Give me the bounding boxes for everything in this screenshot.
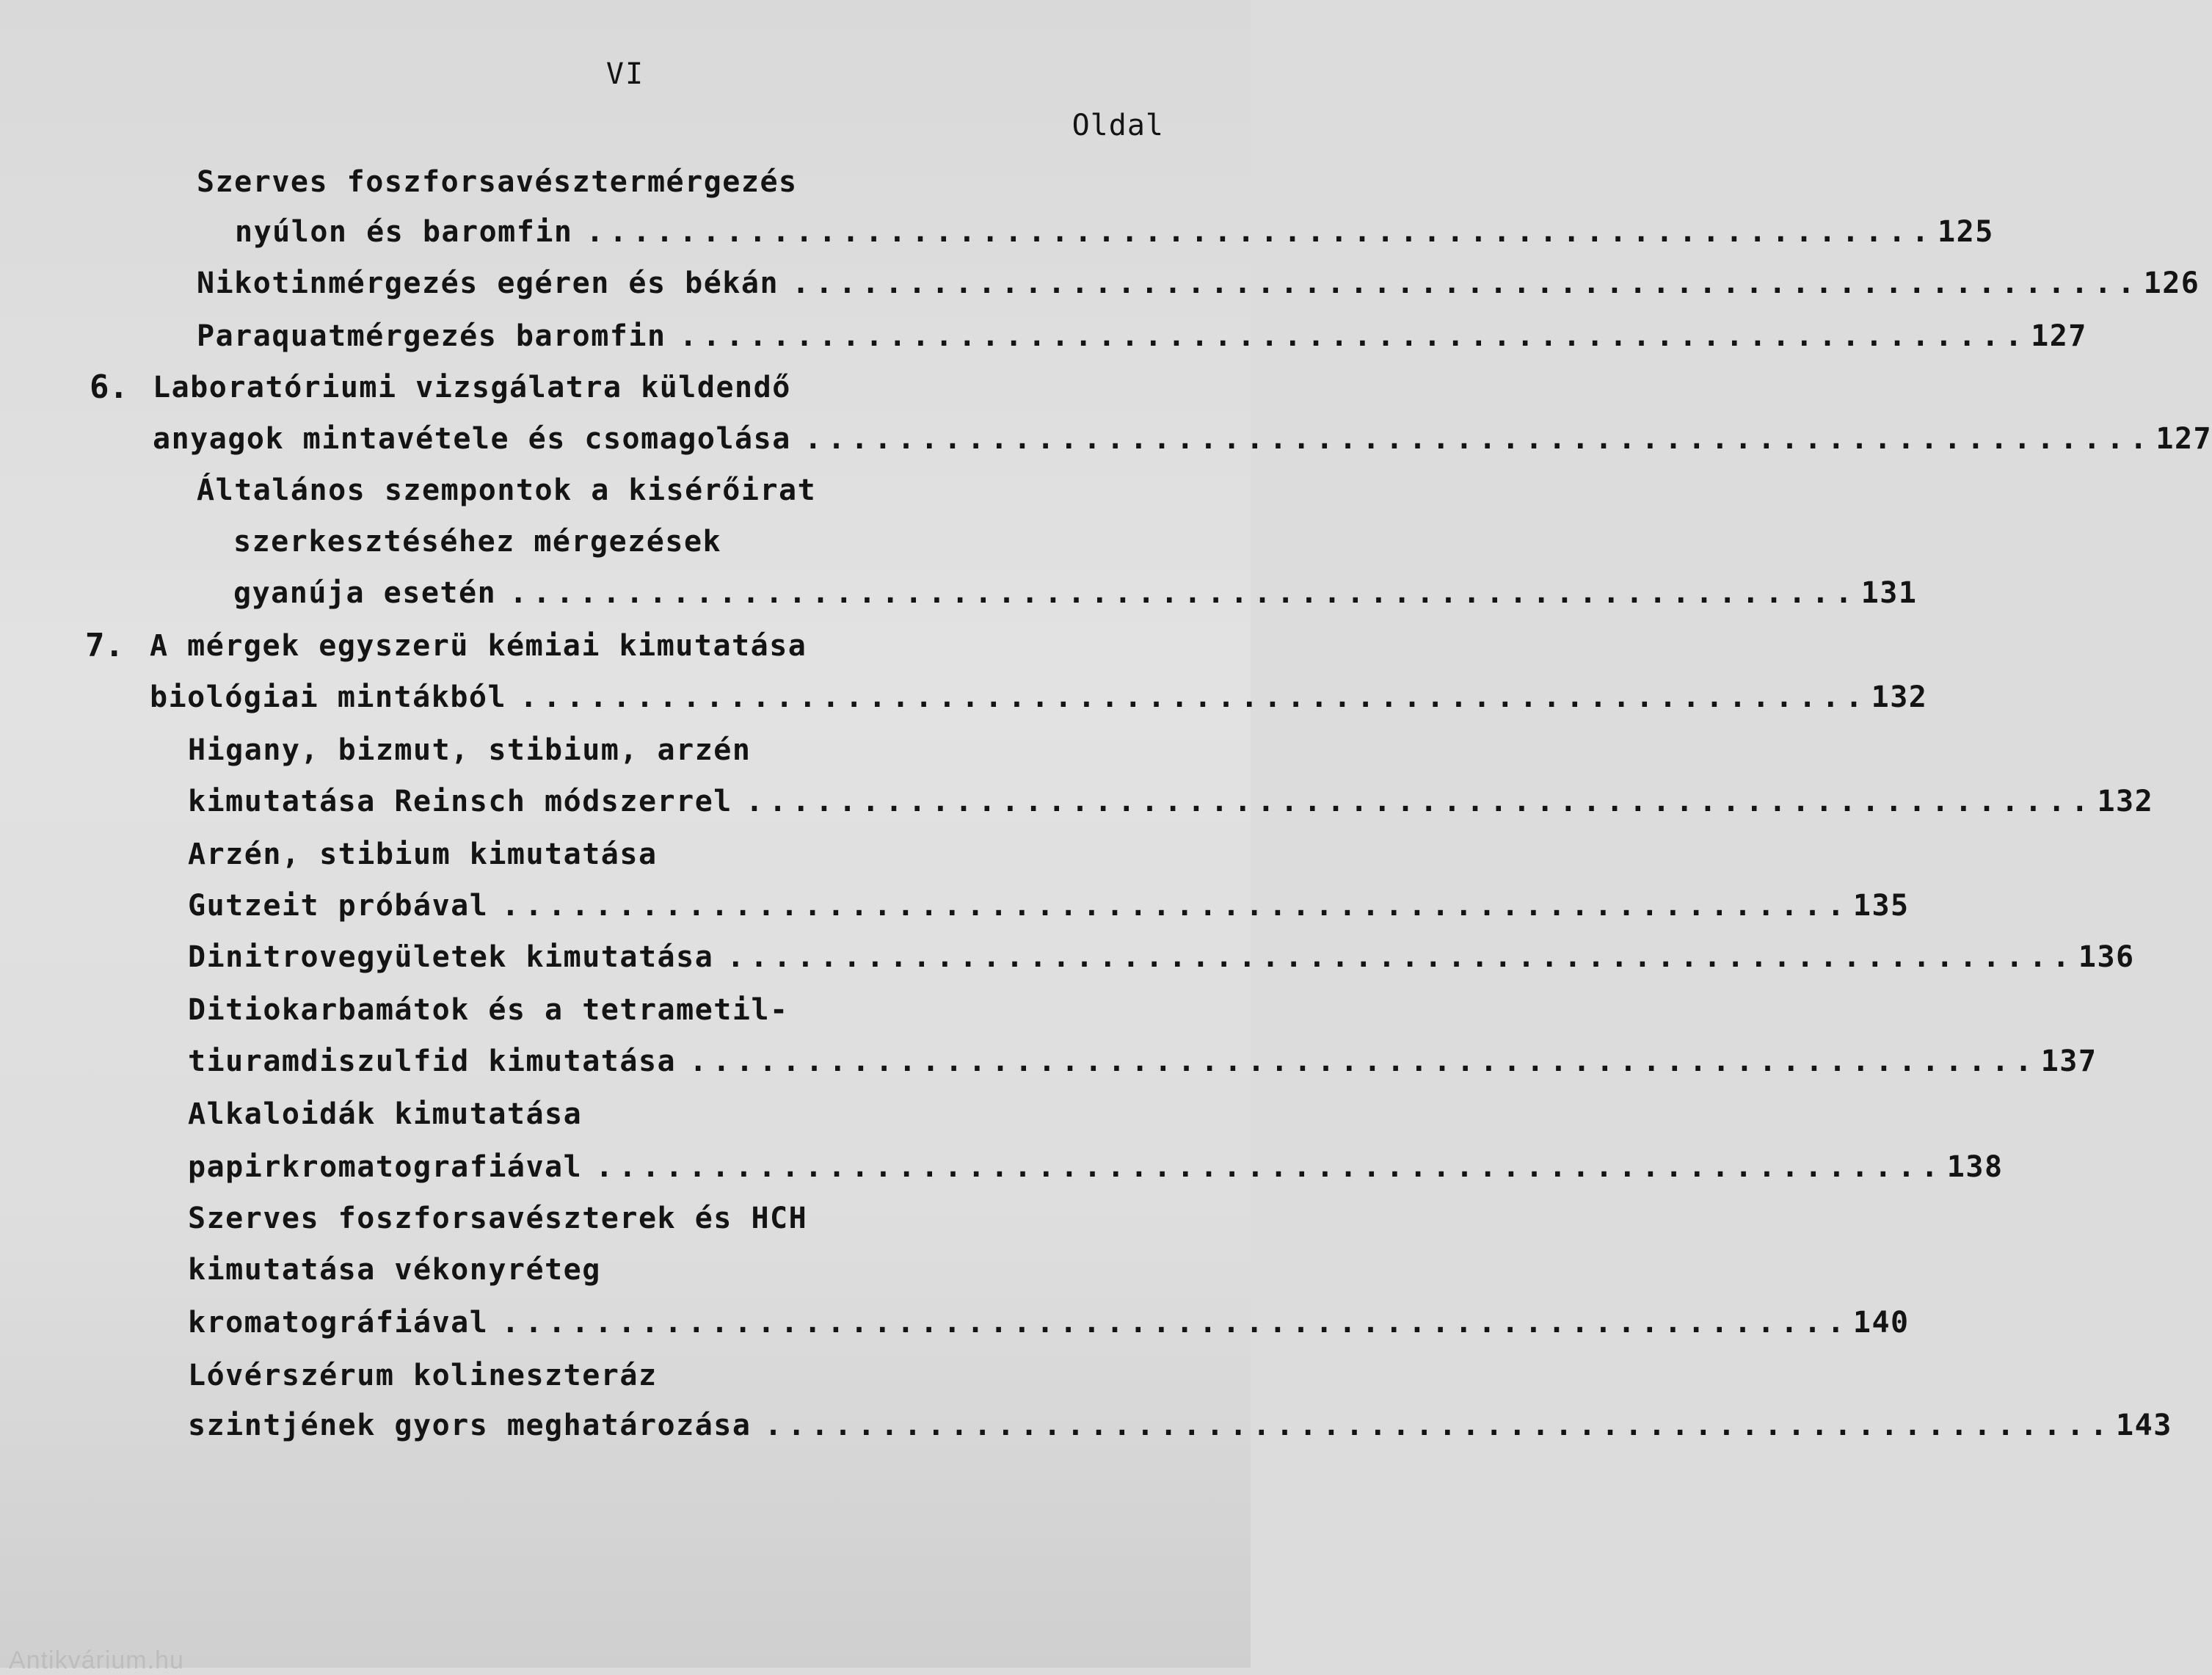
- toc-page-number: 138: [1946, 1150, 2004, 1184]
- dot-leader: ..........................................................: [595, 1150, 1944, 1184]
- page-column-header: Oldal: [1072, 109, 1164, 142]
- dot-leader: ..........................................................: [745, 785, 2095, 818]
- toc-entry-text: papirkromatografiával: [188, 1150, 583, 1184]
- toc-entry-line: Lóvérszérum kolineszteráz: [188, 1359, 658, 1392]
- toc-page-number: 140: [1852, 1306, 1910, 1340]
- dot-leader: ..........................................................: [727, 940, 2075, 974]
- toc-page-number: 132: [1871, 680, 1928, 714]
- toc-page-number: 127: [2031, 319, 2087, 353]
- dot-leader: ..........................................................: [804, 422, 2153, 456]
- toc-entry-line: [153, 418, 2212, 459]
- toc-entry-line: Szerves foszforsavésztermérgezés: [197, 165, 798, 199]
- dot-leader: ..........................................................: [764, 1409, 2114, 1442]
- dot-leader: ..........................................................: [586, 215, 1935, 249]
- toc-page-number: 126: [2143, 266, 2200, 300]
- toc-entry-line: [197, 316, 2087, 357]
- toc-entry-text: gyanúja esetén: [233, 576, 497, 610]
- toc-section-number: 7.: [85, 627, 124, 664]
- toc-entry-line: Higany, bizmut, stibium, arzén: [188, 733, 752, 767]
- toc-entry-text: kimutatása Reinsch módszerrel: [188, 785, 732, 818]
- toc-page-number: 136: [2078, 940, 2135, 974]
- toc-entry-line: [235, 211, 1994, 252]
- dot-leader: ..........................................................: [501, 889, 1850, 923]
- toc-entry-line: [197, 263, 2200, 304]
- toc-entry-text: Nikotinmérgezés egéren és békán: [197, 266, 779, 300]
- dot-leader: ..........................................................: [689, 1044, 2038, 1078]
- toc-entry-line: szerkesztéséhez mérgezések: [233, 525, 722, 559]
- toc-section-number: 6.: [90, 368, 128, 406]
- toc-entry-line: Laboratóriumi vizsgálatra küldendő: [153, 371, 791, 404]
- toc-entry-line: [233, 573, 1918, 614]
- dot-leader: ..........................................................: [679, 319, 2029, 353]
- dot-leader: ..........................................................: [509, 576, 1858, 610]
- toc-entry-line: [188, 781, 2154, 822]
- dot-leader: ..........................................................: [520, 680, 1869, 714]
- toc-entry-line: [188, 885, 1910, 926]
- toc-page-number: 132: [2097, 785, 2154, 818]
- toc-entry-line: [150, 677, 1928, 718]
- toc-entry-text: kromatográfiával: [188, 1306, 489, 1340]
- toc-entry-line: A mérgek egyszerü kémiai kimutatása: [150, 629, 807, 663]
- toc-entry-line: Alkaloidák kimutatása: [188, 1097, 583, 1131]
- toc-page-number: 143: [2116, 1409, 2172, 1442]
- toc-entry-text: tiuramdiszulfid kimutatása: [188, 1044, 677, 1078]
- toc-page-number: 137: [2040, 1044, 2098, 1078]
- toc-entry-line: Arzén, stibium kimutatása: [188, 838, 658, 871]
- toc-entry-line: Általános szempontok a kisérőirat: [197, 473, 817, 507]
- toc-entry-text: biológiai mintákból: [150, 680, 507, 714]
- toc-page-number: 135: [1852, 889, 1910, 923]
- toc-entry-text: szintjének gyors meghatározása: [188, 1409, 752, 1442]
- dot-leader: ..........................................................: [792, 266, 2141, 300]
- toc-entry-line: kimutatása vékonyréteg: [188, 1253, 601, 1287]
- toc-entry-text: Dinitrovegyületek kimutatása: [188, 940, 714, 974]
- toc-entry-line: [188, 1041, 2098, 1082]
- toc-entry-line: [188, 1405, 2172, 1446]
- toc-entry-text: Paraquatmérgezés baromfin: [197, 319, 666, 353]
- toc-entry-line: [188, 937, 2135, 978]
- toc-entry-text: nyúlon és baromfin: [235, 215, 573, 249]
- toc-entry-line: [188, 1302, 1910, 1343]
- toc-entry-line: [188, 1147, 2004, 1188]
- toc-entry-text: anyagok mintavétele és csomagolása: [153, 422, 791, 456]
- toc-entry-text: Gutzeit próbával: [188, 889, 489, 923]
- toc-page-number: 127: [2155, 422, 2212, 456]
- watermark: Antikvárium.hu: [9, 1646, 184, 1674]
- toc-page-number: 131: [1860, 576, 1918, 610]
- page-number: VI: [605, 57, 645, 91]
- dot-leader: ..........................................................: [501, 1306, 1850, 1340]
- toc-page-number: 125: [1938, 215, 1994, 249]
- toc-entry-line: Ditiokarbamátok és a tetrametil-: [188, 993, 789, 1027]
- toc-entry-line: Szerves foszforsavészterek és HCH: [188, 1202, 808, 1235]
